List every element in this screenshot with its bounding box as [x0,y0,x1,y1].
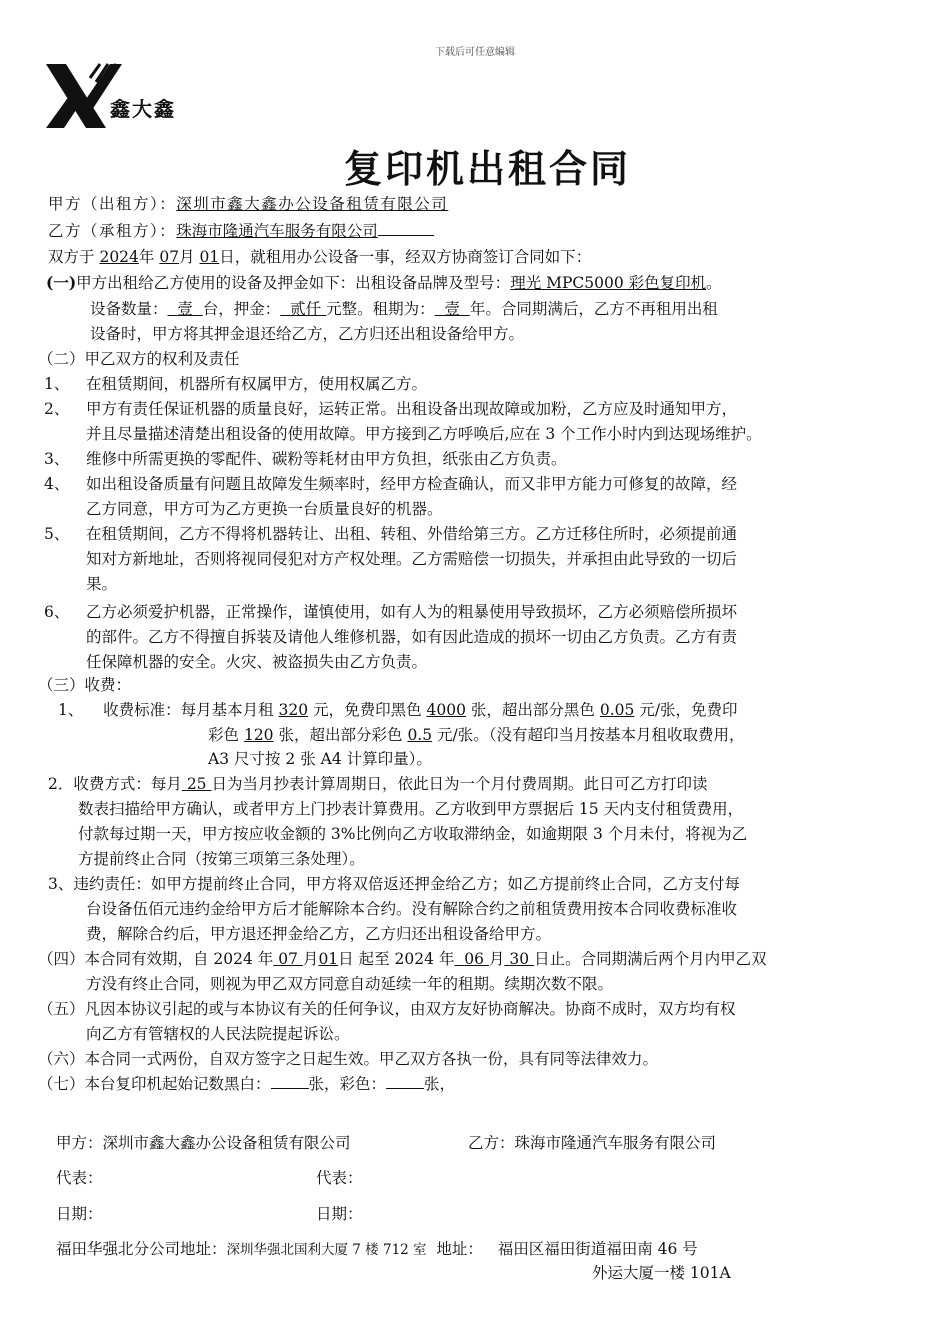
bw-overage-price: 0.05 [599,701,635,719]
start-month: 07 [278,950,298,968]
section7: （七）本台复印机起始记数黑白： 张，彩色： 张， [38,1072,455,1096]
party-a-name: 深圳市鑫大鑫办公设备租赁有限公司 [176,195,449,213]
party-a-label: 甲方（出租方）： [48,195,177,213]
billing-day: 25 [186,775,207,793]
color-overage-price: 0.5 [407,726,433,744]
section4-line2: 方没有终止合同，则视为甲乙双方同意自动延续一年的租期。续期次数不限。 [86,975,614,993]
address-line [56,1237,698,1262]
party-b-name: 珠海市隆通汽车服务有限公司 [176,222,378,240]
date-b-label: 日期： [316,1205,363,1223]
fee-line1: 1、 收费标准：每月基本月租 320 元，免费印黑色 4000 张，超出部分黑色 0.05 元/张，免费印 [58,701,738,719]
equipment-model: 理光 MPC5000 彩色复印机 [510,274,707,292]
breach-line3: 费，解除合约后，甲方退还押金给乙方，乙方归还出租设备给甲方。 [86,925,552,943]
address-line2: 外运大厦一楼 101A [592,1264,731,1282]
section2-item-line: 的部件。乙方不得擅自拆装及请他人维修机器，如有因此造成的损坏一切由乙方负责。乙方有责 [86,628,738,646]
payment-line3: 付款每过期一天，甲方按应收金额的 3%比例向乙方收取滞纳金，如逾期限 3 个月未付，将视为乙 [78,825,748,843]
section2-item-line: 维修中所需更换的零配件、碳粉等耗材由甲方负担，纸张由乙方负责。 [86,450,567,468]
branch-address-label: 福田华强北分公司地址： [56,1240,227,1258]
signature-party-a: 甲方：深圳市鑫大鑫办公设备租赁有限公司 [56,1134,351,1152]
section2-item-line: 如出租设备质量有问题且故障发生频率时，经甲方检查确认，而又非甲方能力可修复的故障，经 [86,475,738,493]
address-line1: 福田区福田街道福田南 46 号 [497,1240,698,1258]
section2-item-number: 2、 [44,400,70,418]
section1-number: (一) [46,273,77,292]
branch-address: 深圳华强北国利大厦 7 楼 712 室 [226,1242,427,1258]
section2-item-number: 6、 [44,603,70,621]
equipment-quantity: 壹 [177,300,193,318]
rep-b-label: 代表： [316,1169,363,1187]
section2-item-number: 3、 [44,450,70,468]
free-bw-pages: 4000 [426,701,466,719]
address-label: 地址： [436,1240,483,1258]
section6: （六）本合同一式两份，自双方签字之日起生效。甲乙双方各执一份，具有同等法律效力。 [38,1050,659,1068]
section2-item-line: 知对方新地址，否则将视同侵犯对方产权处理。乙方需赔偿一切损失，并承担由此导致的一切后 [86,550,738,568]
section2-item-line: 乙方同意，甲方可为乙方更换一台质量良好的机器。 [86,500,443,518]
section2-item-line: 并且尽量描述清楚出租设备的使用故障。甲方接到乙方呼唤后,应在 3 个工作小时内到达现场维护。 [86,425,762,443]
section2-item-line: 乙方必须爱护机器，正常操作，谨慎使用，如有人为的粗暴使用导致损坏，乙方必须赔偿所损坏 [86,603,738,621]
breach-line1: 3、违约责任：如甲方提前终止合同，甲方将双倍返还押金给乙方；如乙方提前终止合同，乙方支付每 [48,875,740,893]
party-b-blank [378,219,434,236]
section2-heading: （二）甲乙双方的权利及责任 [38,350,240,368]
intro-line: 双方于 2024年 07月 01日，就租用办公设备一事，经双方协商签订合同如下： [48,248,592,266]
section2-item-line: 任保障机器的安全。火灾、被盗损失由乙方负责。 [86,653,428,671]
fee-line3: A3 尺寸按 2 张 A4 计算印量）。 [208,750,432,768]
start-day: 01 [318,950,339,968]
date-a-label: 日期： [56,1205,103,1223]
rep-a-label: 代表： [56,1169,103,1187]
section2-item-number: 5、 [44,525,70,543]
monthly-rent: 320 [278,701,309,719]
section5-line1: （五）凡因本协议引起的或与本协议有关的任何争议，由双方友好协商解决。协商不成时，双方均有权 [38,1000,736,1018]
party-b-label: 乙方（承租方）： [48,222,177,240]
payment-line4: 方提前终止合同（按第三项第三条处理）。 [78,850,365,868]
fee-line2: 彩色 120 张，超出部分彩色 0.5 元/张。（没有超印当月按基本月租收取费用， [208,726,745,744]
section4-line1: （四）本合同有效期，自 2024 年 07 月01日 起至 2024 年 06 月 30 日止。合同期满后两个月内甲乙双 [38,950,767,968]
section2-item-line: 果。 [86,575,118,593]
deposit-amount: 贰仟 [290,300,322,318]
free-color-pages: 120 [243,726,274,744]
section2-item-number: 4、 [44,475,70,493]
section5-line2: 向乙方有管辖权的人民法院提起诉讼。 [86,1025,350,1043]
section2-item-number: 1、 [44,375,70,393]
payment-line2: 数表扫描给甲方确认，或者甲方上门抄表计算费用。乙方收到甲方票据后 15 天内支付租赁费用， [78,800,744,818]
section1-line1: (一)甲方出租给乙方使用的设备及押金如下：出租设备品牌及型号：理光 MPC5000 彩色复印机。 [46,273,722,292]
section2-item-line: 甲方有责任保证机器的质量良好，运转正常。出租设备出现故障或加粉，乙方应及时通知甲方， [86,400,738,418]
payment-line1: 2．收费方式：每月 25 日为当月抄表计算周期日，依此日为一个月付费周期。此日可乙方打印读 [48,775,708,793]
section2-item-line: 在租赁期间，机器所有权属甲方，使用权属乙方。 [86,375,428,393]
logo-text: 鑫大鑫 [110,97,176,121]
bw-start-count-blank [271,1072,309,1089]
header-note: 下载后可任意编辑 [435,47,515,58]
section3-heading: （三）收费： [38,676,132,694]
section1-line3: 设备时，甲方将其押金退还给乙方，乙方归还出租设备给甲方。 [90,325,525,343]
party-b-line [48,219,434,243]
section2-item-line: 在租赁期间，乙方不得将机器转让、出租、转租、外借给第三方。乙方迁移住所时，必须提前通 [86,525,738,543]
section1-line2: 设备数量： 壹 台，押金： 贰仟 元整。租期为： 壹 年。合同期满后，乙方不再租用出租 [90,300,718,318]
end-day: 30 [509,950,530,968]
document-title: 复印机出租合同 [343,147,631,191]
lease-term: 壹 [444,300,460,318]
end-month: 06 [464,950,484,968]
signature-party-b: 乙方：珠海市隆通汽车服务有限公司 [468,1134,717,1152]
color-start-count-blank [386,1072,424,1089]
party-a-line [48,192,448,216]
breach-line2: 台设备伍佰元违约金给甲方后才能解除本合约。没有解除合约之前租赁费用按本合同收费标准收 [86,900,738,918]
